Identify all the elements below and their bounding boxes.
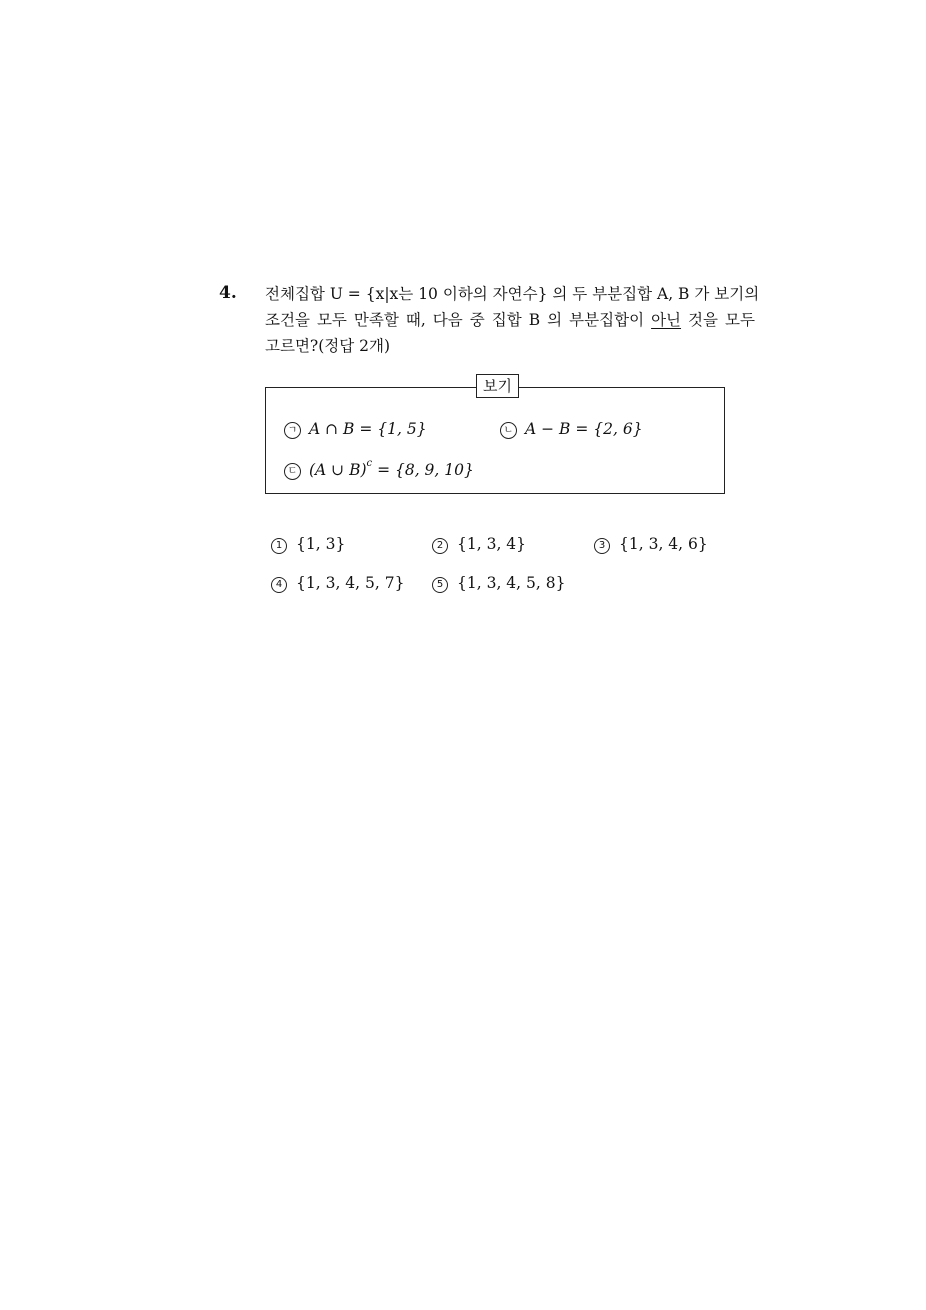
choice-4[interactable] — [271, 574, 404, 593]
underlined-not: 아닌 — [651, 311, 682, 329]
condition-b — [500, 420, 643, 439]
condition-expr: (A ∪ B) — [309, 461, 367, 479]
condition-c — [284, 458, 474, 480]
condition-marker-icon: ㄷ — [284, 463, 301, 480]
choice-text: {1, 3, 4, 6} — [619, 535, 708, 553]
condition-marker-icon: ㄴ — [500, 422, 517, 439]
question-line-2-start: 조건을 모두 만족할 때, 다음 중 집합 B 의 부분집합이 — [265, 311, 652, 329]
condition-a — [284, 420, 427, 439]
condition-expr: A ∩ B = {1, 5} — [309, 420, 427, 438]
question-text — [265, 281, 760, 359]
choice-number-icon: 3 — [594, 538, 610, 554]
condition-expr-rest: = {8, 9, 10} — [372, 461, 474, 479]
question-line-3: 고르면?(정답 2개) — [265, 337, 391, 355]
choice-text: {1, 3, 4, 5, 8} — [457, 574, 566, 592]
complement-superscript: c — [366, 458, 373, 469]
choice-text: {1, 3} — [296, 535, 346, 553]
choice-2[interactable] — [432, 535, 526, 554]
question-line-2 — [265, 307, 755, 333]
choice-number-icon: 2 — [432, 538, 448, 554]
choice-text: {1, 3, 4, 5, 7} — [296, 574, 405, 592]
question-line-2-end: 것을 모두 — [681, 311, 755, 329]
choice-3[interactable] — [594, 535, 708, 554]
choice-number-icon: 4 — [271, 577, 287, 593]
condition-marker-icon: ㄱ — [284, 422, 301, 439]
bogi-title: 보기 — [476, 374, 519, 398]
choice-1[interactable] — [271, 535, 345, 554]
choice-number-icon: 1 — [271, 538, 287, 554]
choice-5[interactable] — [432, 574, 565, 593]
question-line-1: 전체집합 U = {x|x는 10 이하의 자연수} 의 두 부분집합 A, B 가 보기의 — [265, 285, 760, 303]
choice-text: {1, 3, 4} — [457, 535, 527, 553]
condition-expr: A − B = {2, 6} — [525, 420, 643, 438]
choice-number-icon: 5 — [432, 577, 448, 593]
problem-number: 4. — [219, 283, 237, 303]
